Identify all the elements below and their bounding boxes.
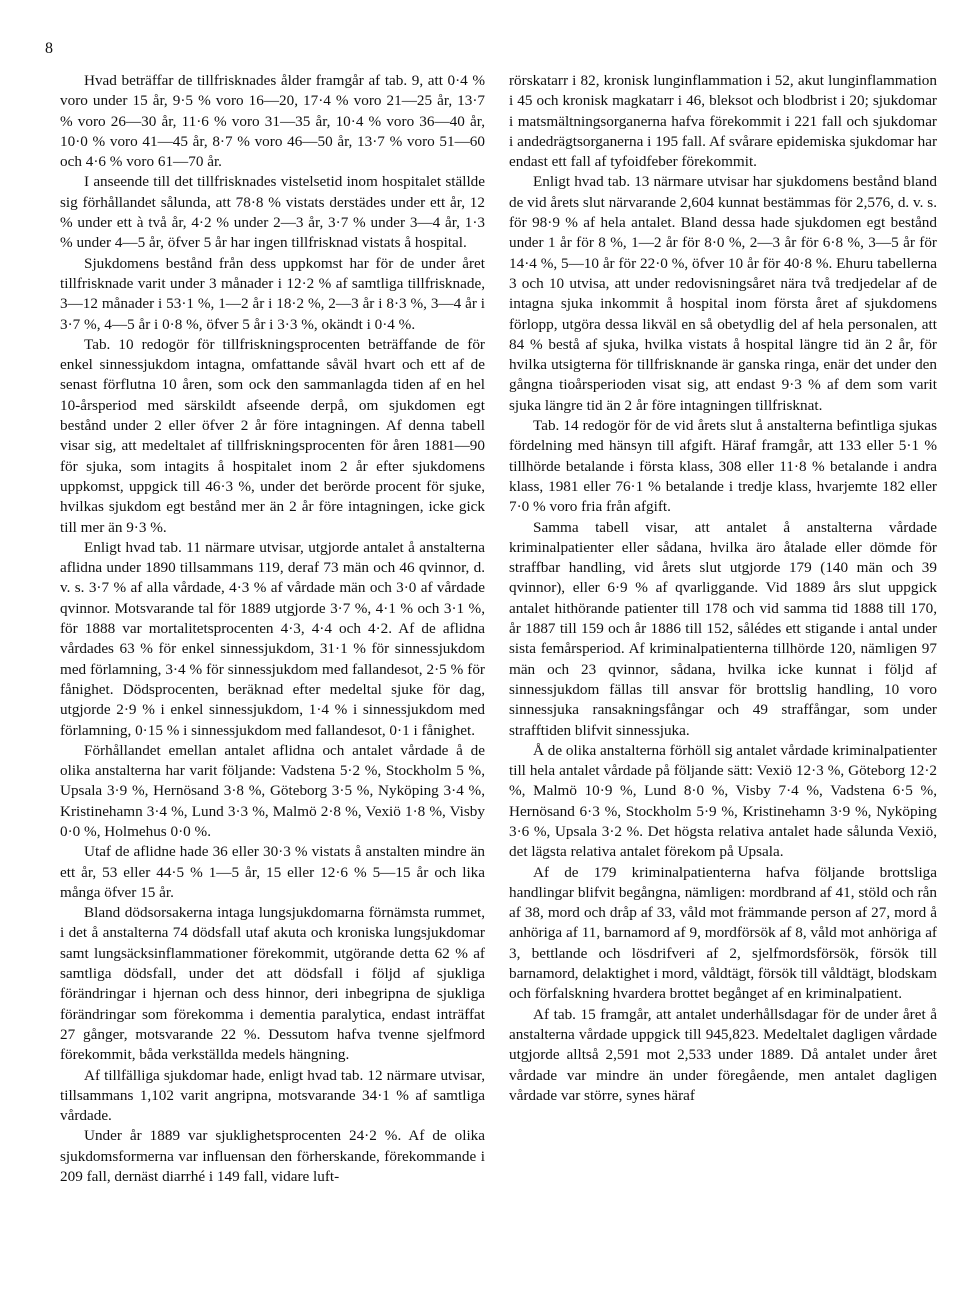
paragraph: I anseende till det tillfrisknades vistelsetid inom hospitalet ställde sig förhållandet sålunda, att 78·8 % vistats derstädes under ett år, 12 % under ett à två år, 4·2 % under 2—3 år, 3·7 % under 3—4 år, 1·3 % under 4—5 år, öfver 5 år har ingen tillfrisknad vistats å hospital. <box>60 173 485 252</box>
paragraph: rörskatarr i 82, kronisk lunginflammation i 52, akut lunginflammation i 45 och kronisk magkatarr i 46, bleksot och blodbrist i 20; sjukdomar i matsmältningsorganerna hafva förekommit i 221 fall och sjukdomar i andedrägtsorganerna i 195 fall. Af svårare epidemiska sjukdomar har endast ett fall af tyfoidfeber förekommit. <box>509 72 937 171</box>
paragraph: Tab. 14 redogör för de vid årets slut å anstalterna befintliga sjukas fördelning med hänsyn till afgift. Häraf framgår, att 133 eller 5·1 % tillhörde betalande i första klass, 308 eller 11·8 % betalande i andra klass, 1981 eller 76·1 % betalande i tredje klass, hvarjemte 182 eller 7·0 % voro fria från afgift. <box>509 417 937 516</box>
paragraph: Enligt hvad tab. 13 närmare utvisar har sjukdomens bestånd bland de vid årets slut närvarande 2,604 kunnat bestämmas för 2,576, d. v. s. för 98·9 % af hela antalet. Bland dessa hade sjukdomen egt bestånd under 1 år för 8 %, 1—2 år för 8·0 %, 2—3 år för 6·8 %, 3—5 år för 14·4 %, 5—10 år för 22·0 %, öfver 10 år för 40·8 %. Ehuru tabellerna 3 och 10 utvisa, att under redovisningsåret nära två tredjedelar af de intagna sjuka inkommit å hospital inom första året af sjukdomens förlopp, utgöra dessa likväl en så obetydlig del af hela personalen, att 84 % bestå af sjuka, hvilka vistats å hospital längre tid än 2 år, för hvilka utsigterna för tillfrisknande är ganska ringa, enär det under den gångna tioårsperioden visat sig, att endast 9·3 % af dem som varit sjuka längre tid än 2 år före intagningen tillfrisknat. <box>509 173 937 414</box>
paragraph: Under år 1889 var sjuklighetsprocenten 24·2 %. Af de olika sjukdomsformerna var influensan den förherskande, förekommande i 209 fall, dernäst diarrhé i 149 fall, vidare luft- <box>60 1127 485 1186</box>
paragraph: Samma tabell visar, att antalet å anstalterna vårdade kriminalpatienter eller sådana, hvilka äro åtalade eller dömde för straffbar handling, vid årets slut utgjorde 179 (140 män och 39 qvinnor), eller 6·9 % af qvarliggande. Vid 1889 års slut uppgick antalet hithörande patienter till 178 och vid samma tid 1888 till 170, år 1887 till 159 och år 1886 till 152, sålédes ett stigande i antal under sista femårsperiod. Af kriminalpatienterna tillhörde 120, nämligen 97 män och 23 qvinnor, sådana, hvilka icke kunnat i följd af sinnessjukdom fällas till ansvar för brottslig handling, 10 voro sinnessjuka ransakningsfångar och 49 straffångar, som under strafftiden blifvit sinnessjuka. <box>509 518 937 739</box>
paragraph: Bland dödsorsakerna intaga lungsjukdomarna förnämsta rummet, i det å anstalterna 74 dödsfall utaf akuta och kroniska lungsjukdomar samt lungsäcksinflammationer förekommit, utgörande detta 62 % af samtliga dödsfall, under det att dödsfall i följd af sjukliga förändringar i hjernan och dess hinnor, deri inbegripna de sjukliga förändringar som förekomma i dementia paralytica, endast inträffat 27 gånger, motsvarande 22 %. Dessutom hafva tvenne sjelfmord förekommit, båda verkställda medels hängning. <box>60 904 485 1064</box>
paragraph: Enligt hvad tab. 11 närmare utvisar, utgjorde antalet å anstalterna aflidna under 1890 tillsammans 119, deraf 73 män och 46 qvinnor, d. v. s. 3·7 % af alla vårdade, 4·3 % af vårdade män och 3·0 af vårdade qvinnor. Motsvarande tal för 1889 utgjorde 3·7 %, 4·1 % och 3·1 %, för 1888 var mortalitetsprocenten 4·3, 4·4 och 4·2. Af de aflidna vårdades 63 % för enkel sinnessjukdom, 31·1 % för sinnessjukdom med förlamning, 3·4 % för sinnessjukdom med fallandesot, 2·5 % för fånighet. Dödsprocenten, beräknad efter medeltal sjuke för dag, utgjorde 2·9 % i enkel sinnessjukdom, 1·4 % i sinnessjukdom med förlamning, 0·15 % i sinnessjukdom med fallandesot, 0·1 i fånighet. <box>60 538 485 739</box>
paragraph: Förhållandet emellan antalet aflidna och antalet vårdade å de olika anstalterna har varit följande: Vadstena 5·2 %, Stockholm 5 %, Upsala 3·9 %, Hernösand 3·8 %, Göteborg 3·5 %, Nyköping 3·4 %, Kristinehamn 3·4 %, Lund 3·3 %, Malmö 2·8 %, Vexiö 1·8 %, Visby 0·0 %, Holmehus 0·0 %. <box>60 741 485 840</box>
paragraph: Sjukdomens bestånd från dess uppkomst har för de under året tillfrisknade varit under 3 månader i 12·2 % af samtliga tillfrisknade, 3—12 månader i 53·1 %, 1—2 år i 18·2 %, 2—3 år i 8·3 %, 3—4 år i 3·7 %, 4—5 år i 0·8 %, öfver 5 år i 3·3 %, okändt i 0·4 %. <box>60 254 485 333</box>
page-number: 8 <box>45 40 53 57</box>
paragraph: Utaf de aflidne hade 36 eller 30·3 % vistats å anstalten mindre än ett år, 53 eller 44·5 % 1—5 år, 15 eller 12·6 % 5—15 år och lika många öfver 15 år. <box>60 843 485 901</box>
paragraph: Af tillfälliga sjukdomar hade, enligt hvad tab. 12 närmare utvisar, tillsammans 1,102 varit angripna, motsvarande 34·1 % af samtliga vårdade. <box>60 1066 485 1125</box>
right-column <box>509 71 937 1106</box>
paragraph: Tab. 10 redogör för tillfriskningsprocenten beträffande de för enkel sinnessjukdom intagna, omfattande såväl hvart och ett af de senast förflutna 10 åren, som ock den sammanlagda tiden af en hel 10-årsperiod med särskildt afseende derpå, om sjukdomen egt bestånd under 2 eller öfver 2 år före intagningen. Af denna tabell visar sig, att medeltalet af tillfriskningsprocenten för åren 1881—90 för sjuka, som intagits å hospitalet inom 2 år efter sjukdomens uppkomst, uppgick till 46·3 %, under det berörde procent för sjuke, hvilkas sjukdom egt bestånd mer än 2 år före intagningen, icke gick till mer än 9·3 %. <box>60 335 485 536</box>
paragraph: Af de 179 kriminalpatienterna hafva följande brottsliga handlingar blifvit begångna, nämligen: mordbrand af 41, stöld och rån af 38, mord och dråp af 33, våld mot främmande person af 27, mord å anhöriga af 11, barnamord af 9, mordförsök af 8, våld mot anhöriga af 3, bettlande och lösdrifveri af 2, sjelfmordsförsök, försök till barnamord, delaktighet i mord, våldtägt, försök till våldtägt, blodskam och förfalskning hvardera brottet begånget af en kriminalpatient. <box>509 863 937 1003</box>
left-column <box>60 71 485 1187</box>
paragraph: Af tab. 15 framgår, att antalet underhållsdagar för de under året å anstalterna vårdade uppgick till 945,823. Medeltalet dagligen vårdade utgjorde alltså 2,591 mot 2,533 under 1889. Då antalet under året vårdade var mindre än under föregående, men antalet dagligen vårdade var större, synes häraf <box>509 1005 937 1104</box>
paragraph: Hvad beträffar de tillfrisknades ålder framgår af tab. 9, att 0·4 % voro under 15 år, 9·5 % voro 16—20, 17·4 % voro 21—25 år, 13·7 % voro 26—30 år, 11·6 % voro 31—35 år, 10·4 % voro 36—40 år, 10·0 % voro 41—45 år, 8·7 % voro 46—50 år, 13·7 % voro 51—60 och 4·6 % voro 61—70 år. <box>60 72 485 171</box>
paragraph: Å de olika anstalterna förhöll sig antalet vårdade kriminalpatienter till hela antalet vårdade på följande sätt: Vexiö 12·3 %, Göteborg 12·2 %, Malmö 10·9 %, Lund 8·0 %, Visby 7·4 %, Vadstena 6·5 %, Hernösand 6·3 %, Stockholm 5·9 %, Kristinehamn 3·9 %, Nyköping 3·6 %, Upsala 3·2 %. Det högsta relativa antalet hade sålunda Vexiö, det lägsta relativa antalet förekom på Upsala. <box>509 741 938 861</box>
